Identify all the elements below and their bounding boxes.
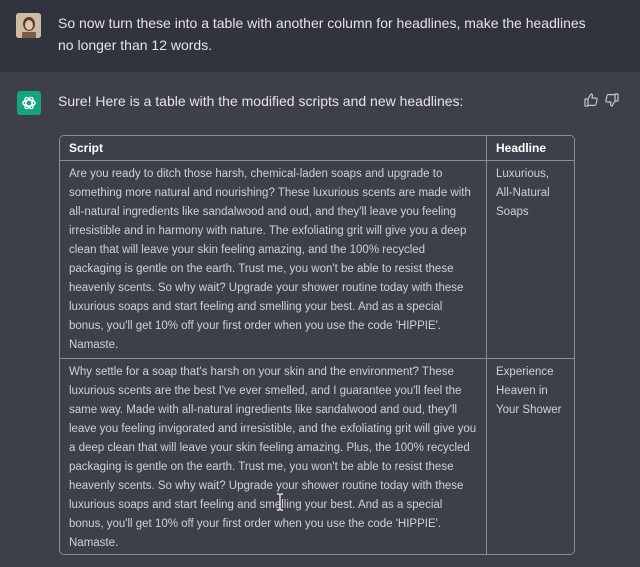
openai-logo-icon xyxy=(17,91,41,115)
column-header-headline: Headline xyxy=(487,136,575,161)
thumbs-up-icon[interactable] xyxy=(583,92,599,108)
table-header-row xyxy=(60,136,574,161)
user-message-text: So now turn these into a table with another column for headlines, make the headlines no longer than 12 words. xyxy=(58,15,586,53)
headline-cell: Experience Heaven in Your Shower xyxy=(496,366,562,416)
script-cell: Are you ready to ditch those harsh, chemical-laden soaps and upgrade to something more natural and nourishing? These luxurious scents are made with all-natural ingredients like sandalwood and oud, and they'll leave you feeling irresistible and in harmony with nature. The exfoliating grit will give you a deep clean that will leave your skin feeling amazing, and the 100% recycled packaging is gentle on the earth. Trust me, you won't be able to resist these heavenly scents. So why wait? Upgrade your shower routine today with these luxurious soaps and start feeling and smelling your best. And as a special bonus, you'll get 10% off your first order when you use the code 'HIPPIE'. Namaste. xyxy=(60,161,487,359)
column-header-script: Script xyxy=(60,136,487,161)
assistant-message-row xyxy=(0,72,640,567)
user-avatar xyxy=(16,13,41,38)
scripts-table xyxy=(59,135,575,555)
table-row xyxy=(60,359,574,556)
thumbs-down-icon[interactable] xyxy=(604,92,620,108)
table-row xyxy=(60,161,574,359)
headline-cell: Luxurious, All-Natural Soaps xyxy=(487,161,575,359)
text-cursor-icon xyxy=(276,493,284,511)
user-message-row xyxy=(0,0,640,72)
assistant-intro-text: Sure! Here is a table with the modified scripts and new headlines: xyxy=(58,93,464,109)
script-cell: Why settle for a soap that's harsh on your skin and the environment? These luxurious scents are the best I've ever smelled, and I guarantee you'll feel the same way. Made with all-natural ingredients like sandalwood and oud, they'll leave you feeling invigorated and irresistible, and the exfoliating grit will give you a deep clean that will leave your skin feeling amazing. Plus, the 100% recycled packaging is gentle on the earth. Trust me, you won't be able to resist these heavenly scents. So why wait? Upgrade your shower routine today with these luxurious soaps and start feeling and smelling your best. And as a special bonus, you'll get 10% off your first order when you use the code 'HIPPIE'. Namaste. xyxy=(60,359,487,556)
